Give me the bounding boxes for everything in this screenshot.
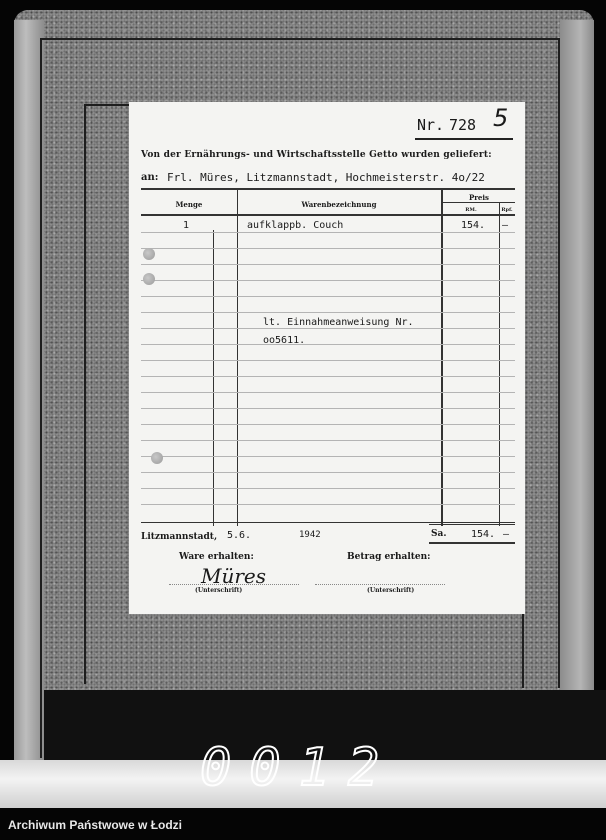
row-rule [141, 360, 515, 361]
row-rule [141, 296, 515, 297]
punch-hole [143, 248, 155, 260]
goods-received: Ware erhalten: [179, 552, 254, 562]
row-rule [141, 344, 515, 345]
frame-number: 0012 [200, 738, 398, 798]
year: 1942 [299, 530, 321, 540]
signature-line-left [169, 584, 299, 585]
note-line-1: lt. Einnahmeanweisung Nr. [263, 317, 414, 328]
row-rule [141, 312, 515, 313]
col-divider-price [441, 190, 443, 526]
price-subhead-rule [443, 202, 515, 203]
supplier-line: Von der Ernährungs- und Wirtschaftsstelle Getto wurden geliefert: [141, 150, 492, 160]
total-bottom-rule [429, 542, 515, 544]
form-number-box [415, 104, 513, 140]
row-rule [141, 488, 515, 489]
row-rule [141, 248, 515, 249]
table-header-rule [141, 214, 515, 216]
archive-label: Archiwum Państwowe w Łodzi [8, 818, 183, 832]
item-description: aufklappb. Couch [247, 220, 344, 231]
item-price-rpf: — [502, 220, 509, 231]
delivery-form [129, 102, 525, 614]
form-number-value: 728 [449, 116, 477, 134]
frame-line-inner-left [84, 104, 86, 684]
row-rule [141, 392, 515, 393]
recipient-value: Frl. Müres, Litzmannstadt, Hochmeisterstr. 4o/22 [167, 171, 485, 184]
recipient-prefix: an: [141, 172, 159, 183]
row-rule [141, 376, 515, 377]
col-divider-quantity [237, 190, 238, 526]
total-label: Sa. [431, 529, 447, 539]
header-price-rm: RM. [465, 207, 477, 213]
signature-caption-left: (Unterschrift) [195, 587, 243, 594]
row-rule [141, 440, 515, 441]
frame-line-left [40, 38, 42, 758]
row-rule [141, 408, 515, 409]
header-price-rpf: Rpf. [501, 207, 513, 213]
table-top-rule [141, 188, 515, 190]
frame-line-top [40, 38, 560, 40]
amount-received: Betrag erhalten: [347, 552, 431, 562]
header-description: Warenbezeichnung [301, 200, 377, 209]
handwritten-number: 5 [493, 104, 509, 132]
item-price-rm: 154. [461, 220, 486, 231]
row-rule [141, 264, 515, 265]
col-divider-quantity-inner [213, 230, 214, 526]
punch-hole [143, 273, 155, 285]
frame-line-inner-top [84, 104, 130, 106]
row-rule [141, 424, 515, 425]
col-divider-rpf [499, 202, 500, 526]
punch-hole [151, 452, 163, 464]
total-rm: 154. [471, 529, 496, 540]
row-rule [141, 280, 515, 281]
row-rule [141, 456, 515, 457]
total-top-rule [429, 524, 515, 525]
row-rule [141, 328, 515, 329]
note-line-2: oo5611. [263, 335, 306, 346]
row-rule [141, 232, 515, 233]
signature-line-right [315, 584, 445, 585]
total-rpf: — [503, 529, 510, 540]
frame-line-right [558, 38, 560, 688]
header-quantity: Menge [175, 200, 203, 209]
backing-edge-right [560, 20, 594, 690]
item-quantity: 1 [183, 220, 190, 231]
row-rule [141, 504, 515, 505]
header-price: Preis [468, 193, 489, 202]
table-bottom-rule [141, 522, 515, 523]
place: Litzmannstadt, [141, 532, 218, 542]
signature: Müres [201, 564, 267, 588]
signature-caption-right: (Unterschrift) [367, 587, 415, 594]
frame-line-inner-right [522, 614, 524, 688]
row-rule [141, 472, 515, 473]
date: 5.6. [227, 530, 252, 541]
form-number-label: Nr. [417, 116, 445, 134]
